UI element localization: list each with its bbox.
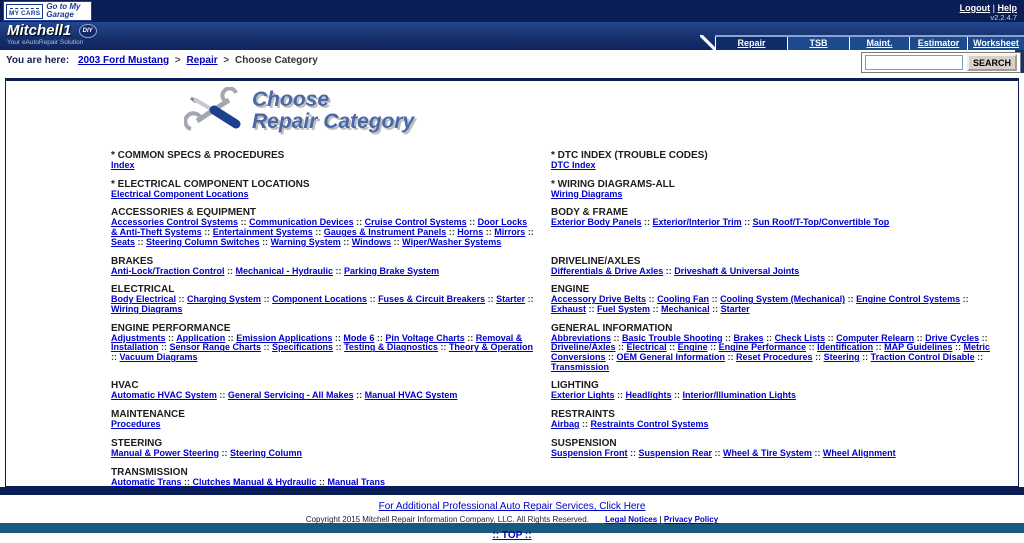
link-separator: :: xyxy=(725,352,737,363)
category-section xyxy=(111,381,551,401)
category-link[interactable]: Cooling Fan xyxy=(657,294,710,305)
category-links xyxy=(551,267,995,277)
category-section xyxy=(111,324,551,373)
link-separator: :: xyxy=(709,294,721,305)
category-link[interactable]: Differentials & Drive Axles xyxy=(551,265,664,276)
category-link[interactable]: Automatic HVAC System xyxy=(111,390,217,401)
link-separator: :: xyxy=(825,332,837,343)
category-link[interactable]: Mechanical - Hydraulic xyxy=(235,265,334,276)
category-link[interactable]: Starter xyxy=(720,303,750,314)
link-separator: :: xyxy=(960,294,969,305)
legal-divider: | xyxy=(659,515,662,524)
category-links xyxy=(551,449,995,459)
category-links xyxy=(551,420,995,430)
category-links xyxy=(111,478,535,488)
category-links xyxy=(551,161,995,171)
link-separator: :: xyxy=(979,332,988,343)
category-links xyxy=(111,190,535,200)
session-links xyxy=(960,3,1017,13)
category-link[interactable]: Airbag xyxy=(551,419,580,430)
breadcrumb-separator: > xyxy=(223,55,230,66)
link-separator: :: xyxy=(483,227,495,238)
footer xyxy=(0,495,1024,541)
category-grid xyxy=(111,151,1011,496)
link-separator: :: xyxy=(806,342,818,353)
category-section xyxy=(111,468,551,488)
category-link[interactable]: Anti-Lock/Traction Control xyxy=(111,265,225,276)
category-link[interactable]: Starter xyxy=(496,294,526,305)
category-link[interactable]: Reset Procedures xyxy=(736,352,813,363)
privacy-policy-link[interactable]: Privacy Policy xyxy=(663,515,719,524)
link-separator: :: xyxy=(367,294,379,305)
page-title-line1: Choose xyxy=(252,88,330,111)
category-link[interactable]: Accessories Control Systems xyxy=(111,217,239,228)
category-link[interactable]: Metric Conversions xyxy=(551,342,990,363)
link-separator: :: xyxy=(464,332,476,343)
breadcrumb-prefix: You are here: xyxy=(6,55,70,66)
link-separator: :: xyxy=(671,390,683,401)
category-section xyxy=(551,410,1011,430)
version-label: v2.2.4.7 xyxy=(990,13,1017,22)
breadcrumb-separator: > xyxy=(174,55,181,66)
page-title xyxy=(252,89,414,133)
link-separator: :: xyxy=(811,447,823,458)
link-separator: :: xyxy=(261,342,273,353)
go-to-my-garage-button[interactable] xyxy=(3,1,92,21)
category-links xyxy=(111,334,535,363)
breadcrumb-link-vehicle[interactable]: 2003 Ford Mustang xyxy=(77,55,170,66)
category-link[interactable]: Application xyxy=(176,332,226,343)
link-separator: :: xyxy=(135,236,147,247)
breadcrumb-link-repair[interactable]: Repair xyxy=(186,55,218,66)
page-title-line2: Repair Category xyxy=(252,110,415,133)
category-link[interactable]: Electrical xyxy=(626,342,667,353)
link-separator: :: xyxy=(312,227,324,238)
category-link[interactable]: Drive Cycles xyxy=(925,332,980,343)
category-section xyxy=(111,410,551,430)
category-section xyxy=(111,285,551,314)
category-link[interactable]: Driveline/Axles xyxy=(551,342,616,353)
category-links xyxy=(111,391,535,401)
category-section xyxy=(111,439,551,459)
copyright-text: Copyright 2015 Mitchell Repair Information Company, LLC. All Rights Reserved. xyxy=(305,515,589,524)
category-link[interactable]: Parking Brake System xyxy=(344,265,440,276)
link-separator: :: xyxy=(333,265,345,276)
category-section xyxy=(111,208,551,247)
link-separator: :: xyxy=(485,294,497,305)
link-separator: :: xyxy=(466,217,478,228)
link-separator: :: xyxy=(646,294,658,305)
link-separator: :: xyxy=(374,332,386,343)
category-link[interactable]: Seats xyxy=(111,236,136,247)
link-separator: :: xyxy=(615,342,627,353)
link-separator: :: xyxy=(952,342,964,353)
link-separator: :: xyxy=(176,294,188,305)
link-separator: :: xyxy=(712,447,724,458)
category-title: BRAKES xyxy=(111,255,154,267)
category-link[interactable]: Fuses & Circuit Breakers xyxy=(378,294,486,305)
top-bar xyxy=(0,0,1024,22)
link-separator: :: xyxy=(216,390,228,401)
category-links xyxy=(111,161,535,171)
link-separator: :: xyxy=(663,265,675,276)
category-links xyxy=(111,420,535,430)
link-separator: :: xyxy=(181,476,193,487)
help-link[interactable]: Help xyxy=(997,3,1017,13)
link-separator: :: xyxy=(859,352,871,363)
category-link[interactable]: Index xyxy=(111,160,135,170)
category-title: SUSPENSION xyxy=(551,437,617,449)
category-link[interactable]: Procedures xyxy=(111,419,161,430)
link-separator: :: xyxy=(333,342,345,353)
category-link[interactable]: Steering Column xyxy=(230,447,303,458)
link-separator: :: xyxy=(111,352,120,363)
category-section xyxy=(551,151,1011,171)
category-link[interactable]: Cooling System (Mechanical) xyxy=(720,294,846,305)
category-section xyxy=(111,180,551,200)
link-separator: :: xyxy=(391,236,403,247)
link-separator: :: xyxy=(437,342,449,353)
garage-button-label: Go to My Garage xyxy=(46,2,81,19)
category-title: ENGINE xyxy=(551,284,590,296)
category-link[interactable]: Automatic Trans xyxy=(111,476,182,487)
category-link[interactable]: Abbreviations xyxy=(551,332,612,343)
category-title: ELECTRICAL xyxy=(111,284,175,296)
category-link[interactable]: Communication Devices xyxy=(249,217,354,228)
category-link[interactable]: Accessory Drive Belts xyxy=(551,294,647,305)
category-link[interactable]: Mirrors xyxy=(494,227,526,238)
category-link[interactable]: Brakes xyxy=(733,332,764,343)
link-separator: :: xyxy=(650,303,662,314)
category-section xyxy=(551,324,1011,373)
category-link[interactable]: Fuel System xyxy=(597,303,651,314)
breadcrumb-row xyxy=(0,50,1024,75)
category-link[interactable]: Charging System xyxy=(187,294,262,305)
category-link[interactable]: Engine Control Systems xyxy=(856,294,961,305)
diy-badge-icon: DIY xyxy=(79,24,97,38)
link-separator: :: xyxy=(666,342,678,353)
category-link[interactable]: Gauges & Instrument Panels xyxy=(323,227,447,238)
tab-tsb[interactable]: TSB xyxy=(787,37,849,50)
plate-screws xyxy=(10,6,39,9)
link-separator: :: xyxy=(709,303,721,314)
category-section xyxy=(551,208,1011,247)
category-title: TRANSMISSION xyxy=(111,466,188,478)
tab-maint[interactable]: Maint. xyxy=(849,37,909,50)
category-link[interactable]: Pin Voltage Charts xyxy=(385,332,465,343)
link-separator: :: xyxy=(873,342,885,353)
category-link[interactable]: Electrical Component Locations xyxy=(111,188,249,199)
main-content-box xyxy=(5,78,1019,487)
link-separator: :: xyxy=(605,352,617,363)
breadcrumb-current: Choose Category xyxy=(235,55,318,66)
category-link[interactable]: General Servicing - All Makes xyxy=(227,390,354,401)
category-link[interactable]: Theory & Operation xyxy=(448,342,533,353)
search-input[interactable] xyxy=(865,55,963,70)
link-separator: :: xyxy=(611,332,623,343)
category-link[interactable]: Removal & Installation xyxy=(111,332,523,353)
category-links xyxy=(551,334,995,373)
category-link[interactable]: Component Locations xyxy=(272,294,368,305)
link-separator: :: xyxy=(353,390,365,401)
link-separator: :: xyxy=(219,447,231,458)
tab-worksheet[interactable]: Worksheet xyxy=(967,37,1024,50)
category-links xyxy=(551,190,995,200)
link-separator: :: xyxy=(224,265,236,276)
category-title: * WIRING DIAGRAMS-ALL xyxy=(551,178,675,190)
category-link[interactable]: Vacuum Diagrams xyxy=(119,352,198,363)
category-links xyxy=(551,218,995,228)
category-link[interactable]: Engine Performance xyxy=(718,342,807,353)
link-separator: :: xyxy=(259,236,271,247)
search-panel xyxy=(861,52,1021,73)
category-link[interactable]: Suspension Front xyxy=(551,447,628,458)
category-link[interactable]: Restraints Control Systems xyxy=(590,419,709,430)
category-title: ACCESSORIES & EQUIPMENT xyxy=(111,207,257,219)
category-title: STEERING xyxy=(111,437,163,449)
category-section xyxy=(111,151,551,171)
category-link[interactable]: Exhaust xyxy=(551,303,587,314)
category-link[interactable]: Traction Control Disable xyxy=(870,352,975,363)
category-link[interactable]: Exterior Lights xyxy=(551,390,615,401)
category-title: MAINTENANCE xyxy=(111,409,185,421)
legal-notices-link[interactable]: Legal Notices xyxy=(605,515,658,524)
category-link[interactable]: Exterior Body Panels xyxy=(551,217,642,228)
category-link[interactable]: Sensor Range Charts xyxy=(169,342,262,353)
category-link[interactable]: Adjustments xyxy=(111,332,166,343)
category-link[interactable]: Door Locks & Anti-Theft Systems xyxy=(111,217,528,238)
category-link[interactable]: Specifications xyxy=(272,342,334,353)
category-link[interactable]: Mode 6 xyxy=(343,332,375,343)
page-header xyxy=(184,87,414,133)
link-separator: :: xyxy=(525,294,534,305)
category-title: GENERAL INFORMATION xyxy=(551,322,673,334)
category-link[interactable]: Manual & Power Steering xyxy=(111,447,220,458)
category-section xyxy=(551,257,1011,277)
link-separator: :: xyxy=(158,342,170,353)
category-link[interactable]: Wiper/Washer Systems xyxy=(402,236,502,247)
link-separator: :: xyxy=(974,352,984,363)
tab-bar xyxy=(715,35,1024,50)
additional-services-link[interactable]: For Additional Professional Auto Repair Services, Click Here xyxy=(378,501,646,512)
link-separator: :: xyxy=(238,217,250,228)
brand-logo xyxy=(7,24,97,50)
category-links xyxy=(111,267,535,277)
category-link[interactable]: Computer Relearn xyxy=(836,332,915,343)
category-section xyxy=(551,381,1011,401)
category-title: RESTRAINTS xyxy=(551,409,615,421)
category-link[interactable]: Steering Column Switches xyxy=(146,236,260,247)
category-link[interactable]: Check Lists xyxy=(774,332,826,343)
tab-repair[interactable]: Repair xyxy=(715,37,787,50)
category-link[interactable]: Body Electrical xyxy=(111,294,177,305)
link-separator: :: xyxy=(579,419,591,430)
category-link[interactable]: Manual HVAC System xyxy=(364,390,458,401)
category-link[interactable]: OEM General Information xyxy=(616,352,726,363)
category-section xyxy=(551,285,1011,314)
category-link[interactable]: Emission Applications xyxy=(236,332,333,343)
category-link[interactable]: Headlights xyxy=(625,390,672,401)
link-separator: :: xyxy=(332,332,344,343)
category-title: ENGINE PERFORMANCE xyxy=(111,322,231,334)
category-links xyxy=(551,391,995,401)
tab-strip xyxy=(700,35,1024,50)
category-link[interactable]: Identification xyxy=(817,342,874,353)
brand-tagline: Your eAutoRepair Solution xyxy=(7,39,84,47)
link-separator: :: xyxy=(614,390,626,401)
category-link[interactable]: Exterior/Interior Trim xyxy=(652,217,742,228)
category-link[interactable]: Manual Trans xyxy=(327,476,386,487)
category-link[interactable]: Warning System xyxy=(270,236,341,247)
logo-bar xyxy=(0,22,1024,50)
link-separator: :: xyxy=(525,227,534,238)
category-link[interactable]: Basic Trouble Shooting xyxy=(622,332,723,343)
category-link[interactable]: Sun Roof/T-Top/Convertible Top xyxy=(752,217,890,228)
link-separator: :: xyxy=(812,352,824,363)
category-section xyxy=(111,257,551,277)
link-separator: :: xyxy=(446,227,458,238)
link-separator: :: xyxy=(586,303,598,314)
category-title: HVAC xyxy=(111,380,139,392)
category-link[interactable]: Steering xyxy=(823,352,860,363)
link-separator: :: xyxy=(641,217,653,228)
link-separator: :: xyxy=(225,332,237,343)
category-title: * DTC INDEX (TROUBLE CODES) xyxy=(551,150,708,161)
category-link[interactable]: DTC Index xyxy=(551,160,596,170)
category-link[interactable]: Wheel Alignment xyxy=(822,447,896,458)
category-link[interactable]: Horns xyxy=(457,227,484,238)
tab-slash-decoration xyxy=(700,35,715,50)
category-links xyxy=(111,449,535,459)
category-title: * ELECTRICAL COMPONENT LOCATIONS xyxy=(111,178,310,190)
category-link[interactable]: Wiring Diagrams xyxy=(111,303,183,314)
category-link[interactable]: Cruise Control Systems xyxy=(364,217,467,228)
category-links xyxy=(551,295,995,314)
logout-link[interactable]: Logout xyxy=(959,3,991,13)
category-links xyxy=(111,218,535,247)
crossed-tools-icon xyxy=(184,87,242,131)
category-section xyxy=(551,468,1011,488)
link-separator: :: xyxy=(340,236,352,247)
category-title: DRIVELINE/AXLES xyxy=(551,255,641,267)
category-section xyxy=(551,439,1011,459)
session-divider: | xyxy=(992,3,995,13)
link-separator: :: xyxy=(845,294,857,305)
category-link[interactable]: Transmission xyxy=(551,361,610,372)
link-separator: :: xyxy=(914,332,926,343)
category-link[interactable]: Interior/Illumination Lights xyxy=(682,390,797,401)
category-link[interactable]: Windows xyxy=(351,236,392,247)
category-link[interactable]: Engine xyxy=(677,342,708,353)
breadcrumb xyxy=(6,55,318,66)
category-link[interactable]: Wheel & Tire System xyxy=(723,447,812,458)
my-cars-label: MY CARS xyxy=(9,9,41,17)
my-cars-plate-icon xyxy=(6,4,43,19)
category-link[interactable]: Driveshaft & Universal Joints xyxy=(674,265,800,276)
link-separator: :: xyxy=(316,476,328,487)
link-separator: :: xyxy=(353,217,365,228)
link-separator: :: xyxy=(741,217,753,228)
category-link[interactable]: Suspension Rear xyxy=(638,447,713,458)
link-separator: :: xyxy=(763,332,775,343)
category-link[interactable]: Wiring Diagrams xyxy=(551,188,623,199)
category-links xyxy=(111,295,535,314)
link-separator: :: xyxy=(201,227,213,238)
category-link[interactable]: MAP Guidelines xyxy=(884,342,953,353)
link-separator: :: xyxy=(722,332,734,343)
category-title: LIGHTING xyxy=(551,380,599,392)
category-link[interactable]: Testing & Diagnostics xyxy=(344,342,438,353)
legal-links xyxy=(605,515,718,524)
category-section xyxy=(551,180,1011,200)
category-link[interactable]: Clutches Manual & Hydraulic xyxy=(192,476,317,487)
category-link[interactable]: Entertainment Systems xyxy=(212,227,313,238)
category-title: * COMMON SPECS & PROCEDURES xyxy=(111,150,285,161)
tab-estimator[interactable]: Estimator xyxy=(909,37,967,50)
back-to-top-link[interactable]: :: TOP :: xyxy=(492,530,532,541)
link-separator: :: xyxy=(165,332,177,343)
link-separator: :: xyxy=(627,447,639,458)
category-title: BODY & FRAME xyxy=(551,207,629,219)
search-button[interactable]: SEARCH xyxy=(967,54,1017,71)
link-separator: :: xyxy=(707,342,719,353)
category-link[interactable]: Mechanical xyxy=(661,303,710,314)
mitchell1-logo: Mitchell1 xyxy=(7,22,72,40)
link-separator: :: xyxy=(261,294,273,305)
